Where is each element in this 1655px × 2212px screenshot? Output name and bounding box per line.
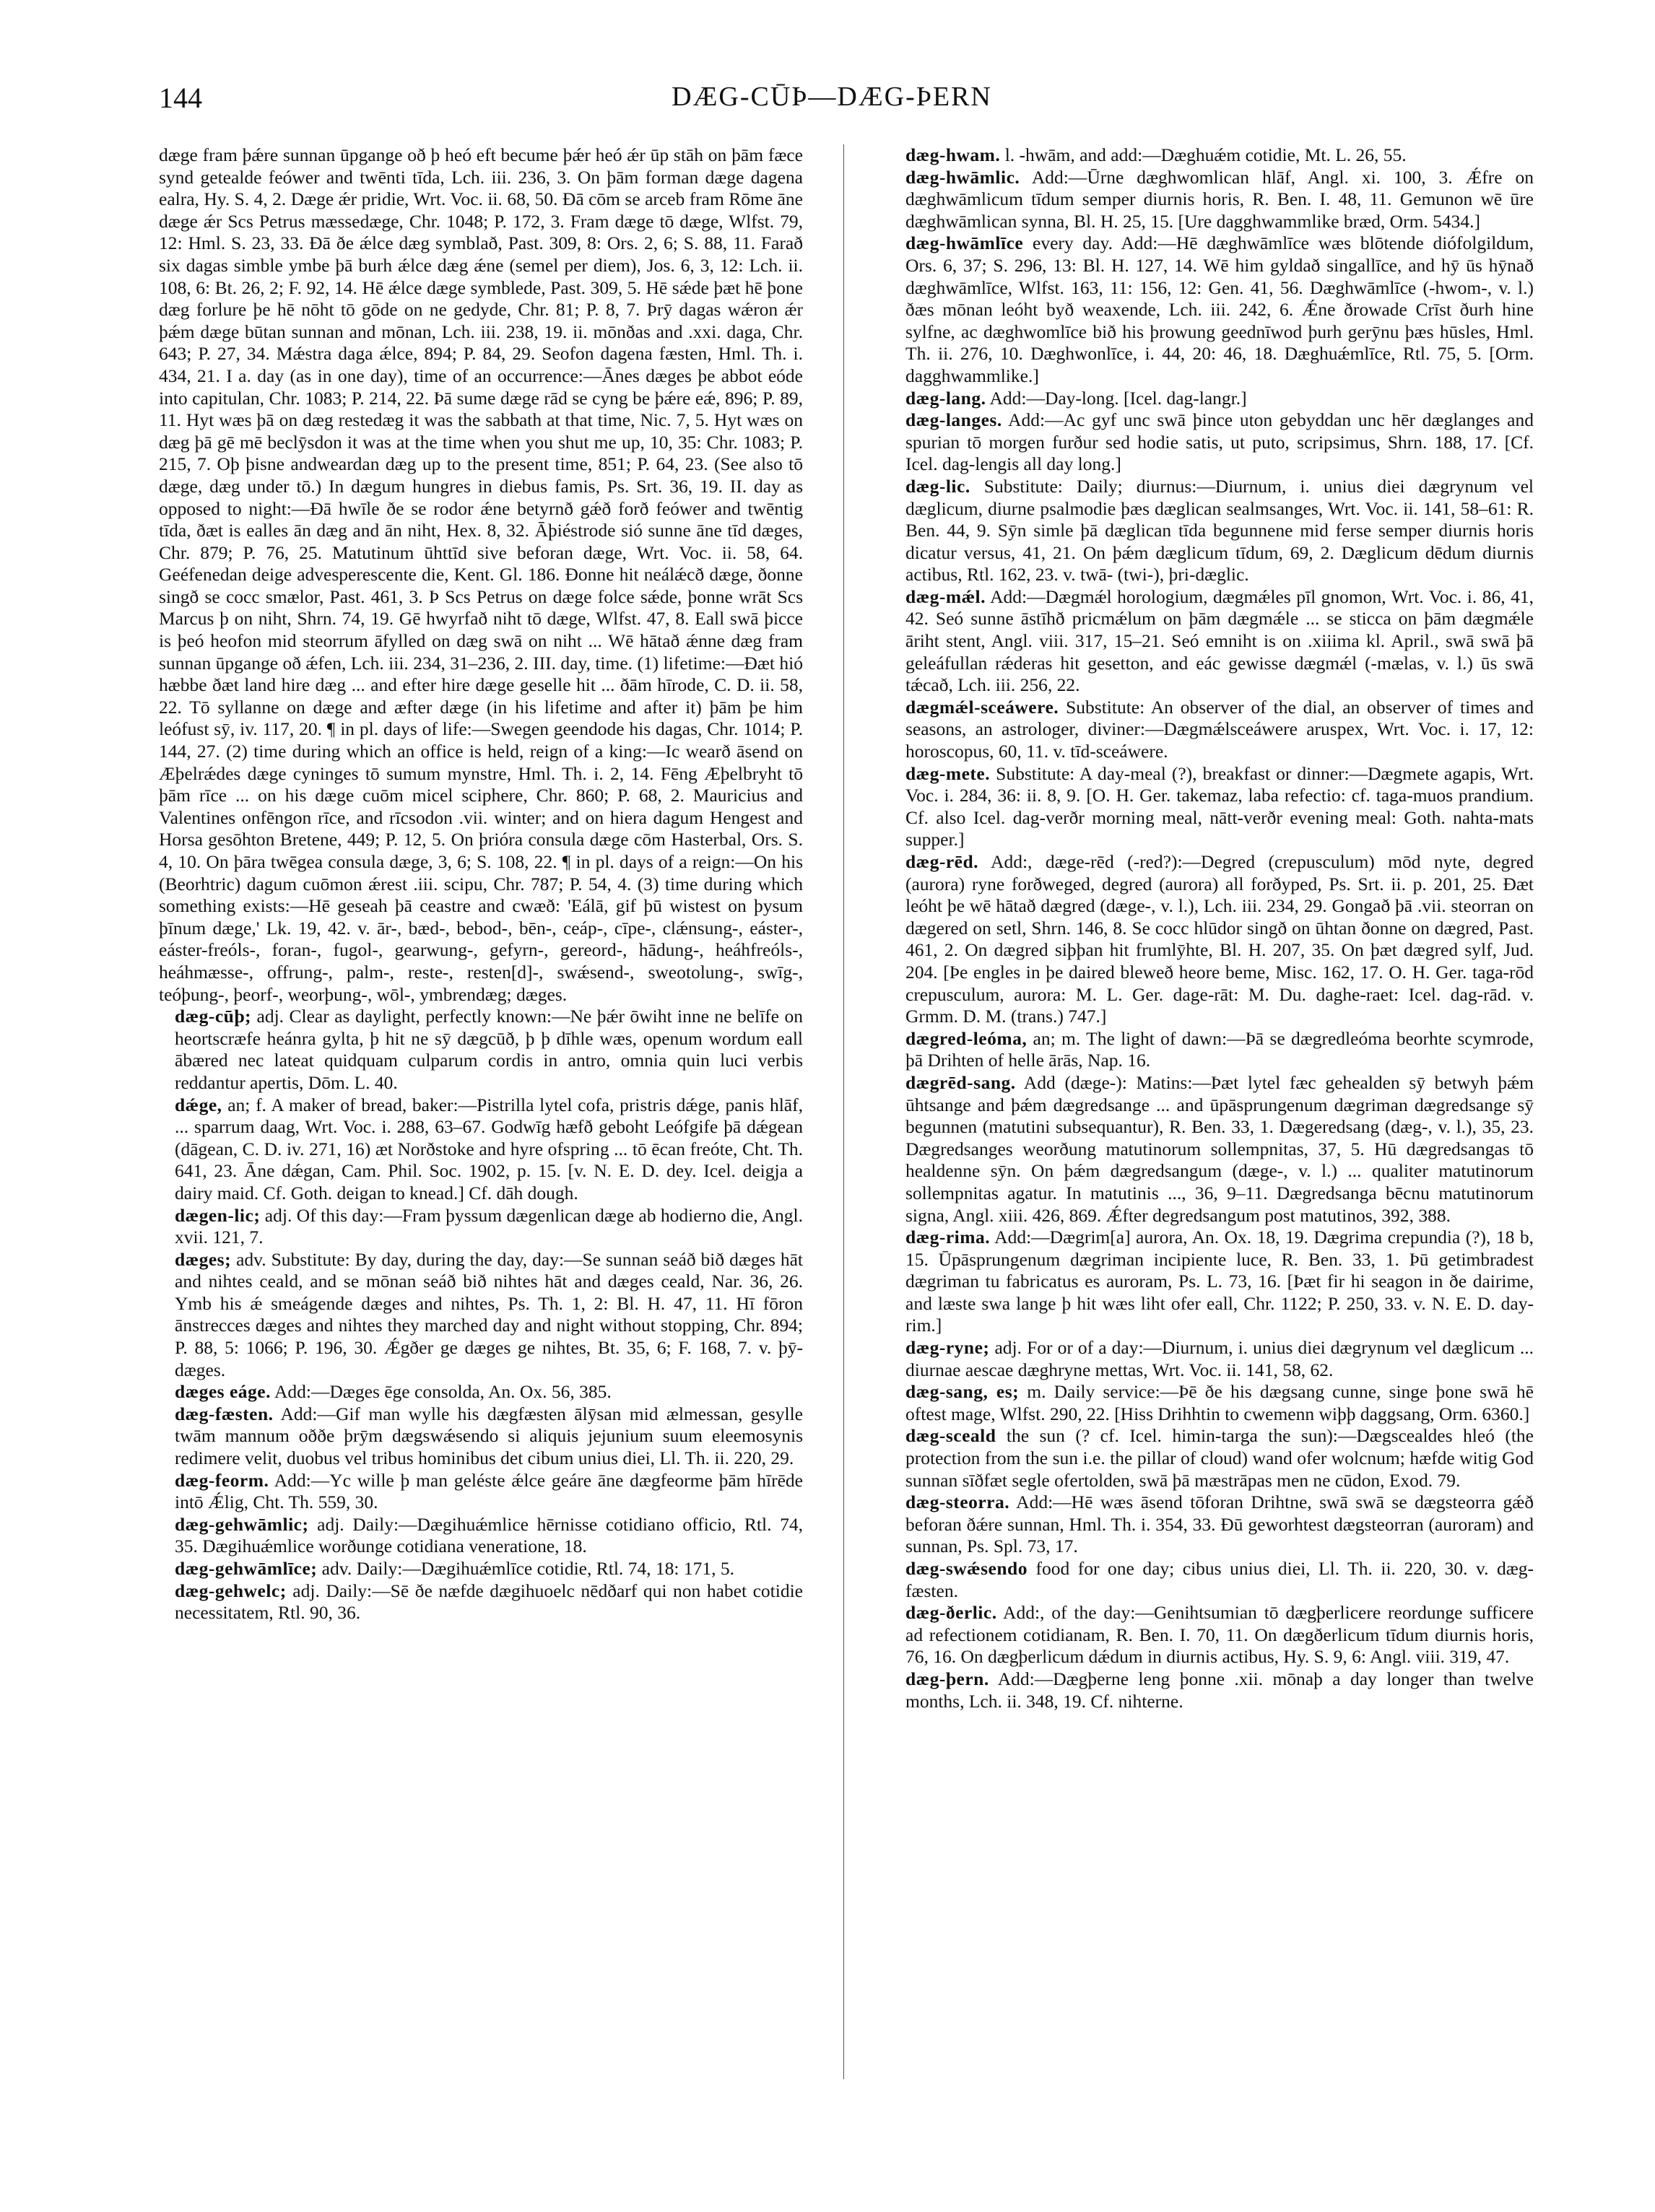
dictionary-entry — [159, 1470, 803, 1514]
right-column — [890, 144, 1534, 2094]
dictionary-entry — [159, 1205, 803, 1249]
dictionary-entry — [890, 1558, 1534, 1602]
entry-text: the sun (? cf. Icel. himin-targa the sun):—Dægscealdes hleó (the protection from the sun i.e. the pillar of cloud) wand ofer wolcnum; hæfde witig God sunnan sīðfæt segle ofertolden, swā þā mæstrāpas men ne cūdon, Exod. 79. — [905, 1425, 1534, 1491]
entry-headword: dæg-mete. — [905, 762, 991, 784]
entry-text: Add:, dæge-rēd (-red?):—Degred (crepusculum) mōd nyte, degred (aurora) ryne forðweged, degred (aurora) all forðyped, Ps. Srt. ii. p. 201, 25. Ðæt leóht þe wē hātað dægred (dæge-, v. l.), Lch. iii. 234, 29. Gongað þā .vii. steorran on dægered on setl, Shrn. 146, 8. Se cocc hlūdor singð on ūhtan ðonne on dægred, Past. 461, 2. On dægred siþþan hit frumlȳhte, Bl. H. 207, 35. On þæt dægred sylf, Jud. 204. [Þe engles in þe daired bleweð heore beme, Misc. 162, 17. O. H. Ger. taga-rōd crepusculum, aurora: M. L. Ger. dage-rāt: M. Du. daghe-raet: Icel. dag-rād. v. Grmm. D. M. (trans.) 747.] — [905, 851, 1534, 1027]
dictionary-entry — [890, 851, 1534, 1028]
entry-text: Add:—Dægmǽl horologium, dægmǽles pīl gnomon, Wrt. Voc. i. 86, 41, 42. Seó sunne āstīhð pricmǽlum on þām dægmǽle ... se sticca on þām dægmǽle āriht stent, Angl. viii. 317, 15–21. Seó emniht is on .xiiima kl. April., swā swā þā geleáfullan rǽderas hit gesetton, and eác gewisse dægmǽl (-mælas, v. l.) ūs swā tǽcað, Lch. iii. 256, 22. — [905, 585, 1534, 696]
entry-text: l. -hwām, and add:—Dæghuǽm cotidie, Mt. L. 26, 55. — [1000, 144, 1407, 165]
entry-text: Add:—Ūrne dæghwomlican hlāf, Angl. xi. 100, 3. Ǽfre on dæghwāmlicum tīdum semper diurnis horis, R. Ben. I. 48, 11. Gemunon wē ūre dæghwāmlican synna, Bl. H. 25, 15. [Ure dagghwammlike bræd, Orm. 5434.] — [905, 166, 1534, 232]
entry-text: m. Daily service:—Þē ðe his dægsang cunne, singe þone swā hē oftest mage, Wlfst. 290, 22. [Hiss Drihhtin to cwemenn wiþþ daggsang, Orm. 6360.] — [905, 1381, 1534, 1424]
dictionary-entry — [159, 1381, 803, 1403]
dictionary-entry — [159, 1403, 803, 1470]
dictionary-entry — [890, 409, 1534, 476]
entry-headword: dæg-hwam. — [905, 144, 1001, 165]
entry-text: adj. For or of a day:—Diurnum, i. unius diei dægrynum vel dæglicum ... diurnae aescae dæghryne mettas, Wrt. Voc. ii. 141, 58, 62. — [905, 1337, 1534, 1380]
entry-headword: dæg-langes. — [905, 409, 1002, 431]
entry-text: food for one day; cibus unius diei, Ll. Th. ii. 220, 30. v. dæg-fæsten. — [905, 1558, 1534, 1601]
entry-headword: dæg-sceald — [905, 1425, 996, 1447]
dictionary-entry — [890, 697, 1534, 763]
entry-text: Add:—Hē wæs āsend tōforan Drihtne, swā swā se dægsteorra gǽð beforan ðǽre sunnan, Hml. Th. i. 354, 33. Ðū geworhtest dægsteorran (auroram) and sunnan, Ps. Spl. 73, 17. — [905, 1492, 1534, 1557]
entry-headword: dæg-rēd. — [905, 851, 979, 872]
dictionary-entry — [159, 1580, 803, 1624]
entry-text: adj. Daily:—Dægihuǽmlice hērnisse cotidiano officio, Rtl. 74, 35. Dægihuǽmlice worðunge cotidiana veneratione, 18. — [175, 1513, 803, 1557]
dictionary-entry — [159, 1094, 803, 1205]
entry-text: Add:—Yc wille þ man geléste ǽlce geáre āne dægfeorme þām hīrēde intō Ǽlig, Cht. Th. 559, 30. — [175, 1469, 803, 1513]
dictionary-entry — [159, 1006, 803, 1094]
dictionary-entry — [159, 144, 803, 1006]
entry-text: Add:—Dægrim[a] aurora, An. Ox. 18, 19. Dægrima crepundia (?), 18 b, 15. Ūpāsprungenum dægriman incipiente luce, R. Ben. 33, 1. Þū getimbradest dægriman tu fabricatus es auroram, Ps. L. 73, 16. [Þæt fir hi seagon in ðe dairime, and læste swa lange þ hit wæs liht ofer eall, Chr. 1122; P. 250, 33. v. N. E. D. day-rim.] — [905, 1227, 1534, 1336]
dictionary-entry — [890, 1227, 1534, 1337]
dictionary-entry — [890, 1492, 1534, 1558]
entry-headword: dæg-gehwāmlīce; — [175, 1558, 318, 1579]
dictionary-entry — [890, 388, 1534, 410]
left-column — [159, 144, 803, 2094]
entry-text: Add:—Gif man wylle his dægfæsten ālȳsan mid ælmessan, gesylle twām mannum oððe þrȳm dægswǽsendo si aliquis jejunium suum eleemosynis redimere velit, duobus vel tribus hominibus det cibum unius diei, Ll. Th. ii. 220, 29. — [175, 1403, 803, 1469]
entry-headword: dæg-fæsten. — [175, 1403, 274, 1424]
dictionary-entry — [890, 232, 1534, 387]
entry-text: Add:—Dægþerne leng þonne .xii. mōnaþ a day longer than twelve months, Lch. ii. 348, 19. Cf. nihterne. — [905, 1668, 1534, 1712]
entry-headword: dæg-ðerlic. — [905, 1602, 997, 1624]
dictionary-entry — [159, 1514, 803, 1558]
dictionary-entry — [890, 1602, 1534, 1668]
dictionary-entry — [890, 1425, 1534, 1492]
running-head: DÆG-CŪÞ—DÆG-ÞERN — [672, 82, 992, 112]
entry-text: Add (dæge-): Matins:—Þæt lytel fæc gehealden sȳ betwyh þǽm ūhtsange and þǽm dægredsange ... and ūpāsprungenum dægriman dægredsange sȳ begunnen (matutini subsequantur), R. Ben. 33, 1. Dægeredsang (dæg-, v. l.), 35, 23. Dægredsanges weorðung matutinorum sollempnitas, 37, 5. Hū dægredsangas tō healdenne sȳn. On þǽm dægredsangum (dæge-, v. l.) ... qualiter matutinorum sollempnitas agatur. In matutinis ..., 36, 9–11. Dægredsanga bēcnu matutinorum signa, Angl. xiii. 426, 869. Ǽfter degredsangum post matutinos, 392, 388. — [905, 1071, 1534, 1226]
entry-text: Add:—Dæges ēge consolda, An. Ox. 56, 385. — [270, 1381, 612, 1403]
entry-text: adj. Of this day:—Fram þyssum dægenlican dæge ab hodierno die, Angl. xvii. 121, 7. — [175, 1204, 803, 1248]
entry-headword: dæg-swǽsendo — [905, 1558, 1028, 1579]
entry-headword: dæg-rima. — [905, 1227, 991, 1248]
entry-text: an; f. A maker of bread, baker:—Pistrilla lytel cofa, pristris dǽge, panis hlāf, ... sparrum daag, Wrt. Voc. i. 288, 63–67. Godwīg hæfð geboht Leófgife þā dǽgean (dāgean, C. D. iv. 271, 16) æt Norðstoke and hyre ofspring ... tō ēcan freóte, Cht. Th. 641, 23. Āne dǽgan, Cam. Phil. Soc. 1902, p. 15. [v. N. E. D. dey. Icel. deigja a dairy maid. Cf. Goth. deigan to knead.] Cf. dāh dough. — [175, 1094, 803, 1203]
entry-text: an; m. The light of dawn:—Þā se dægredleóma beorhte scymrode, þā Drihten of helle ārās, Nap. 16. — [905, 1027, 1534, 1071]
page-number: 144 — [159, 82, 202, 114]
entry-text: adj. Daily:—Sē ðe næfde dægihuoelc nēdðarf qui non habet cotidie necessitatem, Rtl. 90, 36. — [175, 1580, 803, 1624]
entry-headword: dæg-þern. — [905, 1668, 989, 1689]
dictionary-entry — [890, 1668, 1534, 1712]
entry-headword: dæg-mǽl. — [905, 585, 986, 607]
dictionary-entry — [890, 763, 1534, 851]
dictionary-entry — [890, 1337, 1534, 1381]
entry-headword: dæg-ryne; — [905, 1337, 990, 1359]
dictionary-entry — [890, 476, 1534, 586]
entry-headword: dæg-gehwelc; — [175, 1580, 287, 1601]
entry-headword: dæg-lic. — [905, 475, 970, 497]
entry-text: adj. Clear as daylight, perfectly known:—Ne þǽr ōwiht inne ne belīfe on heortscræfe heánra gylta, þ hit ne sȳ dægcūð, þ þ dīhle wæs, openum wordum eall ābæred nec lateat quidquam culparum cordis in antro, omnia quin luci verbis reddantur apertis, Dōm. L. 40. — [175, 1006, 803, 1093]
entry-headword: dægen-lic; — [175, 1204, 261, 1226]
entry-headword: dæg-lang. — [905, 387, 986, 409]
column-divider — [843, 144, 844, 2079]
entry-headword: dæg-hwāmlic. — [905, 166, 1020, 188]
entry-text: Substitute: A day-meal (?), breakfast or dinner:—Dægmete agapis, Wrt. Voc. i. 284, 36: ii. 8, 9. [O. H. Ger. takemaz, laba refectio: cf. taga-muos prandium. Cf. also Icel. dag-verðr morning meal, nātt-verðr evening meal: Goth. nahta-mats supper.] — [905, 762, 1534, 850]
entry-text: adv. Daily:—Dægihuǽmlīce cotidie, Rtl. 74, 18: 171, 5. — [317, 1558, 735, 1579]
entry-text: Add:—Day-long. [Icel. dag-langr.] — [986, 387, 1247, 409]
entry-text: adv. Substitute: By day, during the day, day:—Se sunnan seáð bið dæges hāt and nihtes ceald, and se mōnan seáð bið nihtes hāt and dæges ceald, Nar. 36, 26. Ymb his ǽ smeágende dæges and nihtes, Ps. Th. 1, 2: Bl. H. 47, 11. Hī fōron ānstrecces dæges and nihtes they marched day and night without stopping, Chr. 894; P. 88, 5: 1066; P. 196, 30. Ǽgðer ge dæges ge nihtes, Bt. 35, 6; F. 168, 7. v. þȳ-dæges. — [175, 1248, 803, 1380]
dictionary-entry — [890, 1072, 1534, 1227]
entry-headword: dæg-gehwāmlic; — [175, 1513, 309, 1535]
entry-headword: dæges eáge. — [175, 1381, 271, 1403]
entry-headword: dæg-hwāmlīce — [905, 232, 1024, 254]
dictionary-entry — [890, 586, 1534, 697]
entry-text: dæge fram þǽre sunnan ūpgange oð þ heó eft becume þǽr heó ǽr ūp stāh on þām fæce synd getealde feówer and twēnti tīda, Lch. iii. 236, 3. On þām forman dæge dagena ealra, Hy. S. 4, 2. Dæge ǽr pridie, Wrt. Voc. ii. 68, 50. Ðā cōm se arceb fram Rōme āne dæge ǽr Scs Petrus mæssedæge, Chr. 1048; P. 172, 3. Fram dæge tō dæge, Wlfst. 79, 12: Hml. S. 23, 33. Ðā ðe ǽlce dæg symblað, Past. 309, 8: Ors. 2, 6; S. 88, 11. Farað six dagas simble ymbe þā burh ǽlce dæg ǽne (semel per diem), Jos. 6, 3, 12: Lch. ii. 108, 6: Bt. 26, 2; F. 92, 14. Hē ǽlce dæge symblede, Past. 309, 5. Hē sǽde þæt hē þone dæg forlure þe hē nōht tō gōde on ne gedyde, Chr. 81; P. 8, 7. Þrȳ dagas wǽron ǽr þǽm dæge būtan sunnan and mōnan, Lch. iii. 238, 19. ii. mōnðas and .xxi. daga, Chr. 643; P. 27, 34. Mǽstra daga ǽlce, 894; P. 84, 29. Seofon dagena fæsten, Hml. Th. i. 434, 21. I a. day (as in one day), time of an occurrence:—Ānes dæges þe abbot eóde into capitulan, Chr. 1083; P. 214, 22. Þā sume dæge rād se cyng be þǽre eǽ, 896; P. 89, 11. Hyt wæs þā on dæg restedæg it was the sabbath at that time, Nic. 7, 5. Hyt wæs on dæg þā gē mē beclȳsdon it was at the time when you shut me up, 10, 35: Chr. 1083; P. 215, 7. Oþ þisne andweardan dæg up to the present time, 851; P. 64, 23. (See also tō dæge, dæg under tō.) In dægum hungres in diebus famis, Ps. Srt. 36, 19. II. day as opposed to night:—Ðā hwīle ðe se rodor ǽne betyrnð gǽð forð feówer and twēntig tīda, ðæt is ealles ān dæg and ān niht, Hex. 8, 32. Āþiéstrode sió sunne āne tīd dæges, Chr. 879; P. 76, 25. Matutinum ūhttīd sive beforan dæge, Wrt. Voc. ii. 58, 64. Geéfenedan deige advesperescente die, Kent. Gl. 186. Ðonne hit neálǽcð dæge, ðonne singð se cocc smælor, Past. 461, 3. Þ Scs Petrus on dæge folce sǽde, þonne wrāt Scs Marcus þ on niht, Shrn. 74, 19. Gē hwyrfað niht tō dæge, Wlfst. 47, 8. Eall swā þicce is þeó heofon mid steorrum āfylled on dæg swā on niht ... Wē hātað ǽnne dæg fram sunnan ūpgange oð ǽfen, Lch. iii. 234, 31–236, 2. III. day, time. (1) lifetime:—Ðæt hió hæbbe ðæt land hire dæg ... and efter hire dæge geselle hit ... ðām hīrode, C. D. ii. 58, 22. Tō syllanne on dæge and æfter dæge (in his lifetime and after it) þām þe him leófust sȳ, iv. 117, 20. ¶ in pl. days of life:—Swegen geendode his dagas, Chr. 1014; P. 144, 27. (2) time during which an office is held, reign of a king:—Ic wearð āsend on Æþelrǽdes dæge cyninges tō sumum mynstre, Hml. Th. i. 2, 14. Fēng Æþelbryht tō þām rīce ... on his dæge cuōm micel sciphere, Chr. 860; P. 68, 2. Mauricius and Valentines onfēngon rīce, and rīcsodon .vii. winter; and on hiera dagum Hengest and Horsa gesōhton Bretene, 449; P. 12, 5. On þrióra consula dæge cōm Hasterbal, Ors. S. 4, 10. On þāra twēgea consula dæge, 3, 6; S. 108, 22. ¶ in pl. days of a reign:—On his (Beorhtric) dagum cuōmon ǽrest .iii. scipu, Chr. 787; P. 54, 4. (3) time during which something exists:—Hē geseah þā ceastre and cwæð: 'Eálā, gif þū wistest on þysum þīnum dæge,' Lk. 19, 42. v. ār-, bæd-, bebod-, bēn-, ceáp-, cīpe-, clǽnsung-, eáster-, eáster-freóls-, foran-, fugol-, gearwung-, gefyrn-, gereord-, hādung-, heáhfreóls-, heáhmæsse-, offrung-, palm-, reste-, resten[d]-, swǽsend-, sweotolung-, swīg-, teóþung-, þeorf-, weorþung-, wōl-, ymbrendæg; dæges. — [159, 144, 803, 1005]
entry-headword: dægrēd-sang. — [905, 1071, 1016, 1093]
entry-headword: dæges; — [175, 1248, 232, 1270]
dictionary-entry — [159, 1249, 803, 1382]
dictionary-entry — [159, 1558, 803, 1580]
entry-headword: dæg-cūþ; — [175, 1006, 252, 1027]
entry-text: Add:—Ac gyf unc swā þince uton gebyddan unc hēr dæglanges and spurian tō morgen furður sed hodie satis, ut puto, scripsimus, Shrn. 188, 17. [Cf. Icel. dag-lengis all day long.] — [905, 409, 1534, 475]
dictionary-entry — [890, 144, 1534, 167]
dictionary-entry — [890, 167, 1534, 233]
dictionary-entry — [890, 1381, 1534, 1425]
entry-headword: dæg-steorra. — [905, 1492, 1010, 1513]
entry-text: Substitute: An observer of the dial, an observer of times and seasons, an astrologer, diviner:—Dægmǽlsceáwere aruspex, Wrt. Voc. i. 17, 12: horoscopus, 60, 11. v. tīd-sceáwere. — [905, 696, 1534, 762]
entry-text: Add:, of the day:—Genihtsumian tō dægþerlicere reordunge sufficere ad refectionem cotidianam, R. Ben. I. 70, 11. On dægðerlicum tīdum diurnis horis, 76, 16. On dægþerlicum dǽdum in diurnis actibus, Hy. S. 9, 6: Angl. viii. 319, 47. — [905, 1602, 1534, 1668]
entry-text: every day. Add:—Hē dæghwāmlīce wæs blōtende diófolgildum, Ors. 6, 37; S. 296, 13: Bl. H. 127, 14. Wē him gyldað singallīce, and hȳ ūs hȳnað dæghwāmlīce, Wlfst. 163, 11: 156, 12: Gen. 41, 56. Dæghwāmlīce (-hwom-, v. l.) ðæs mōnan leóht byð weaxende, Lch. iii. 242, 6. Ǽne ðrowade Crīst ðurh hine sylfne, ac dæghwomlīce bið his þrowung geednīwod þurh gerȳnu þæs hūsles, Hml. Th. ii. 276, 10. Dæghwonlīce, i. 44, 20: 46, 18. Dæghuǽmlīce, Rtl. 75, 5. [Orm. dagghwammlike.] — [905, 232, 1534, 386]
entry-headword: dægmǽl-sceáwere. — [905, 696, 1059, 718]
entry-headword: dǽge, — [175, 1094, 222, 1115]
dictionary-entry — [890, 1028, 1534, 1072]
entry-headword: dæg-feorm. — [175, 1469, 269, 1491]
page-header — [159, 81, 1505, 124]
entry-headword: dægred-leóma, — [905, 1027, 1028, 1049]
entry-headword: dæg-sang, es; — [905, 1381, 1020, 1403]
entry-text: Substitute: Daily; diurnus:—Diurnum, i. unius diei dægrynum vel dæglicum, diurne psalmodie þæs dæglican sealmsanges, Wrt. Voc. ii. 141, 58–61: R. Ben. 44, 9. Sȳn simle þā dæglican tīda begunnene mid ferse semper diurnis horis dicatur versus, 41, 21. On þǽm dæglicum tīdum, 69, 2. Dæglicum dēdum diurnis actibus, Rtl. 162, 23. v. twā- (twi-), þri-dæglic. — [905, 475, 1534, 585]
